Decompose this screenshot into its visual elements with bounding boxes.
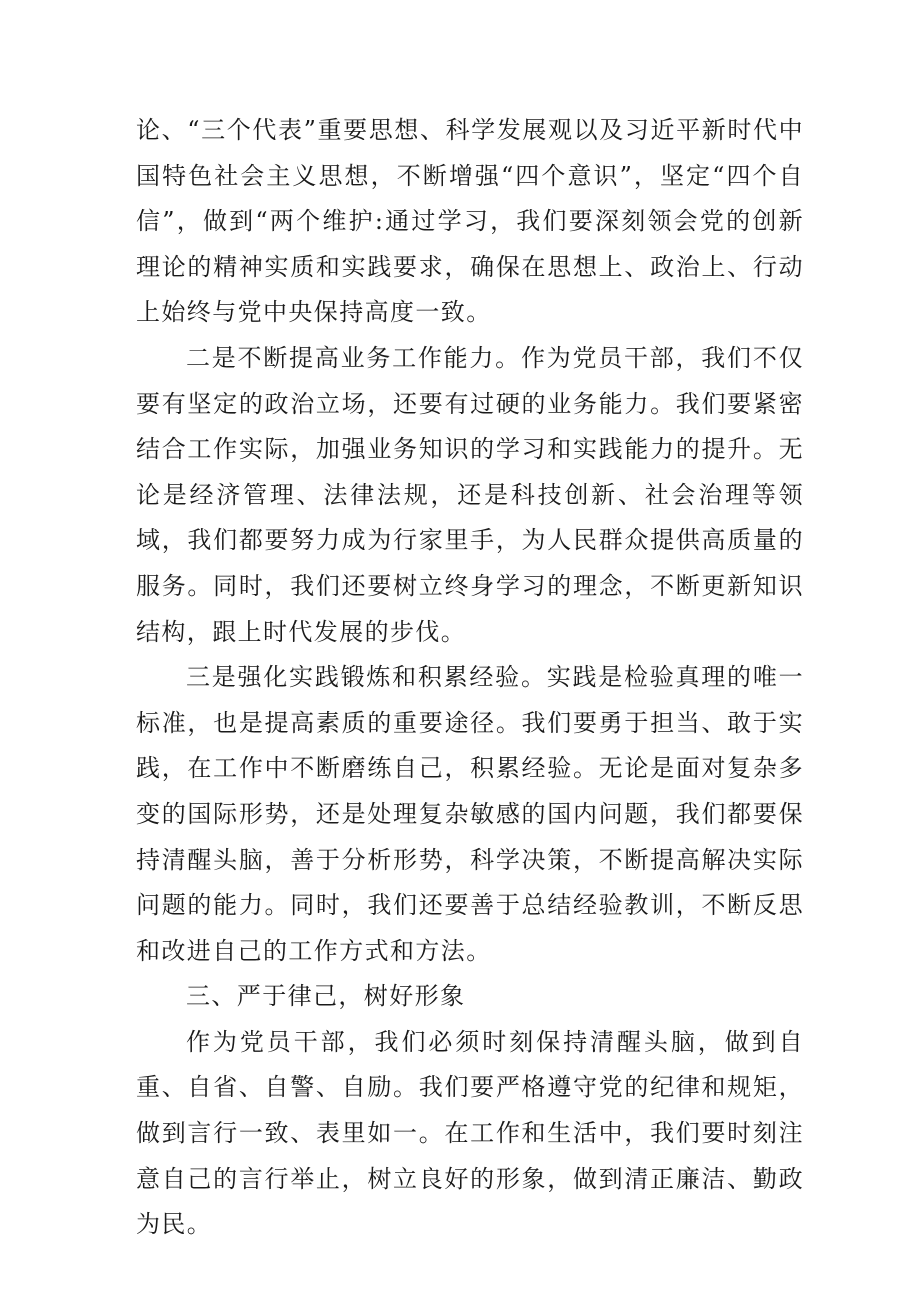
- paragraph-3: 三是强化实践锻炼和积累经验。实践是检验真理的唯一标准，也是提高素质的重要途径。我们要勇于担当、敢于实践，在工作中不断磨练自己，积累经验。无论是面对复杂多变的国际形势，还是处理复杂敏感的国内问题，我们都要保持清醒头脑，善于分析形势，科学决策，不断提高解决实际问题的能力。同时，我们还要善于总结经验教训，不断反思和改进自己的工作方式和方法。: [136, 663, 804, 965]
- paragraph-5: 作为党员干部，我们必须时刻保持清醒头脑，做到自重、自省、自警、自励。我们要严格遵守党的纪律和规矩，做到言行一致、表里如一。在工作和生活中，我们要时刻注意自己的言行举止，树立良好的形象，做到清正廉洁、勤政为民。: [136, 1027, 804, 1239]
- document-body: [136, 108, 804, 1248]
- paragraph-1: 论、“三个代表”重要思想、科学发展观以及习近平新时代中国特色社会主义思想，不断增强“四个意识”，坚定“四个自信”，做到“两个维护:通过学习，我们要深刻领会党的创新理论的精神实质和实践要求，确保在思想上、政治上、行动上始终与党中央保持高度一致。: [136, 116, 804, 327]
- paragraph-2: 二是不断提高业务工作能力。作为党员干部，我们不仅要有坚定的政治立场，还要有过硬的业务能力。我们要紧密结合工作实际，加强业务知识的学习和实践能力的提升。无论是经济管理、法律法规，还是科技创新、社会治理等领域，我们都要努力成为行家里手，为人民群众提供高质量的服务。同时，我们还要树立终身学习的理念，不断更新知识结构，跟上时代发展的步伐。: [136, 343, 804, 646]
- section-heading: 三、严于律己，树好形象: [186, 982, 466, 1011]
